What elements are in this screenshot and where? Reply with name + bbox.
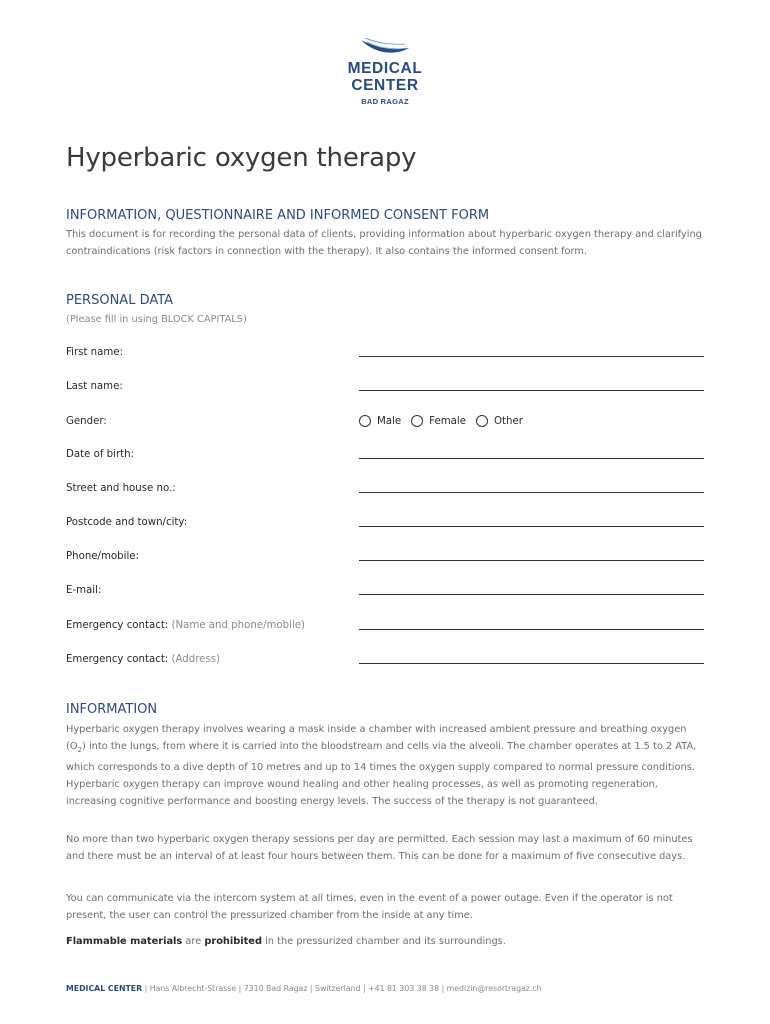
prohibited-text: prohibited (204, 936, 262, 947)
emergency-contact-1-title: Emergency contact: (66, 620, 169, 631)
gender-male-option[interactable] (359, 415, 401, 427)
phone-label: Phone/mobile: (66, 551, 139, 562)
logo (330, 36, 440, 106)
personal-data-subheading: (Please fill in using BLOCK CAPITALS) (66, 314, 247, 325)
intro-text: This document is for recording the personal data of clients, providing information about hyperbaric oxygen therapy and clarifying contraindications (risk factors in connection with the therapy). It also contains the informed consent form. (66, 229, 702, 257)
gender-female-option[interactable] (411, 415, 466, 427)
emergency-contact-1-label (66, 620, 305, 631)
street-field[interactable] (359, 492, 704, 493)
last-name-label: Last name: (66, 381, 123, 392)
feather-logo-icon (359, 36, 411, 60)
gender-male-label: Male (377, 415, 402, 427)
radio-female[interactable] (411, 415, 423, 427)
information-heading: INFORMATION (66, 702, 158, 717)
logo-line-2: CENTER (351, 77, 419, 94)
info-p1-subscript: 2 (77, 745, 83, 754)
last-name-field[interactable] (359, 390, 704, 391)
email-label: E-mail: (66, 585, 102, 596)
logo-line-1: MEDICAL (347, 60, 423, 77)
gender-other-option[interactable] (476, 415, 523, 427)
street-label: Street and house no.: (66, 483, 176, 494)
information-paragraph-4 (66, 933, 706, 950)
emergency-contact-2-label (66, 654, 220, 665)
phone-field[interactable] (359, 560, 704, 561)
gender-options (359, 415, 533, 427)
logo-line-3: BAD RAGAZ (361, 97, 409, 106)
first-name-field[interactable] (359, 356, 704, 357)
emergency-contact-1-field[interactable] (359, 629, 704, 630)
emergency-contact-2-title: Emergency contact: (66, 654, 169, 665)
gender-label: Gender: (66, 416, 107, 427)
info-p1-before: Hyperbaric oxygen therapy involves wearing a mask inside a chamber with increased ambient pressure and breathing oxygen (O (66, 724, 687, 752)
emergency-contact-2-hint: (Address) (171, 654, 221, 665)
postcode-label: Postcode and town/city: (66, 517, 188, 528)
postcode-field[interactable] (359, 526, 704, 527)
dob-label: Date of birth: (66, 449, 135, 460)
email-field[interactable] (359, 594, 704, 595)
information-paragraph-3: You can communicate via the intercom system at all times, even in the event of a power outage. Even if the operator is not present, the user can control the pressurized chamber from the inside at any time. (66, 893, 673, 921)
gender-female-label: Female (429, 415, 466, 427)
info-p4-mid: are (182, 936, 205, 947)
radio-other[interactable] (476, 415, 488, 427)
page-title: Hyperbaric oxygen therapy (66, 143, 417, 173)
footer-brand: MEDICAL CENTER (66, 984, 143, 993)
information-paragraph-1 (66, 721, 706, 810)
footer (66, 984, 542, 993)
gender-other-label: Other (493, 415, 523, 427)
dob-field[interactable] (359, 458, 704, 459)
first-name-label: First name: (66, 347, 124, 358)
emergency-contact-1-hint: (Name and phone/mobile) (171, 620, 306, 631)
personal-data-heading: PERSONAL DATA (66, 293, 174, 308)
emergency-contact-2-field[interactable] (359, 663, 704, 664)
intro-heading: INFORMATION, QUESTIONNAIRE AND INFORMED CONSENT FORM (66, 208, 490, 223)
radio-male[interactable] (359, 415, 371, 427)
flammable-materials-text: Flammable materials (66, 936, 183, 947)
information-paragraph-2: No more than two hyperbaric oxygen therapy sessions per day are permitted. Each session may last a maximum of 60 minutes and there must be an interval of at least four hours between them. This can be done for a maximum of five consecutive days. (66, 834, 693, 862)
footer-details: | Hans Albrecht-Strasse | 7310 Bad Ragaz | Switzerland | +41 81 303 38 38 | medizin@resortragaz.ch (142, 984, 542, 993)
info-p4-end: in the pressurized chamber and its surroundings. (261, 936, 506, 947)
info-p1-after: ) into the lungs, from where it is carried into the bloodstream and cells via the alveoli. The chamber operates at 1.5 to 2 ATA, which corresponds to a dive depth of 10 metres and up to 14 times the oxygen supply compared to normal pressure conditions. Hyperbaric oxygen therapy can improve wound healing and other healing processes, as well as promoting regeneration, increasing cognitive performance and boosting energy levels. The success of the therapy is not guaranteed. (66, 741, 697, 807)
